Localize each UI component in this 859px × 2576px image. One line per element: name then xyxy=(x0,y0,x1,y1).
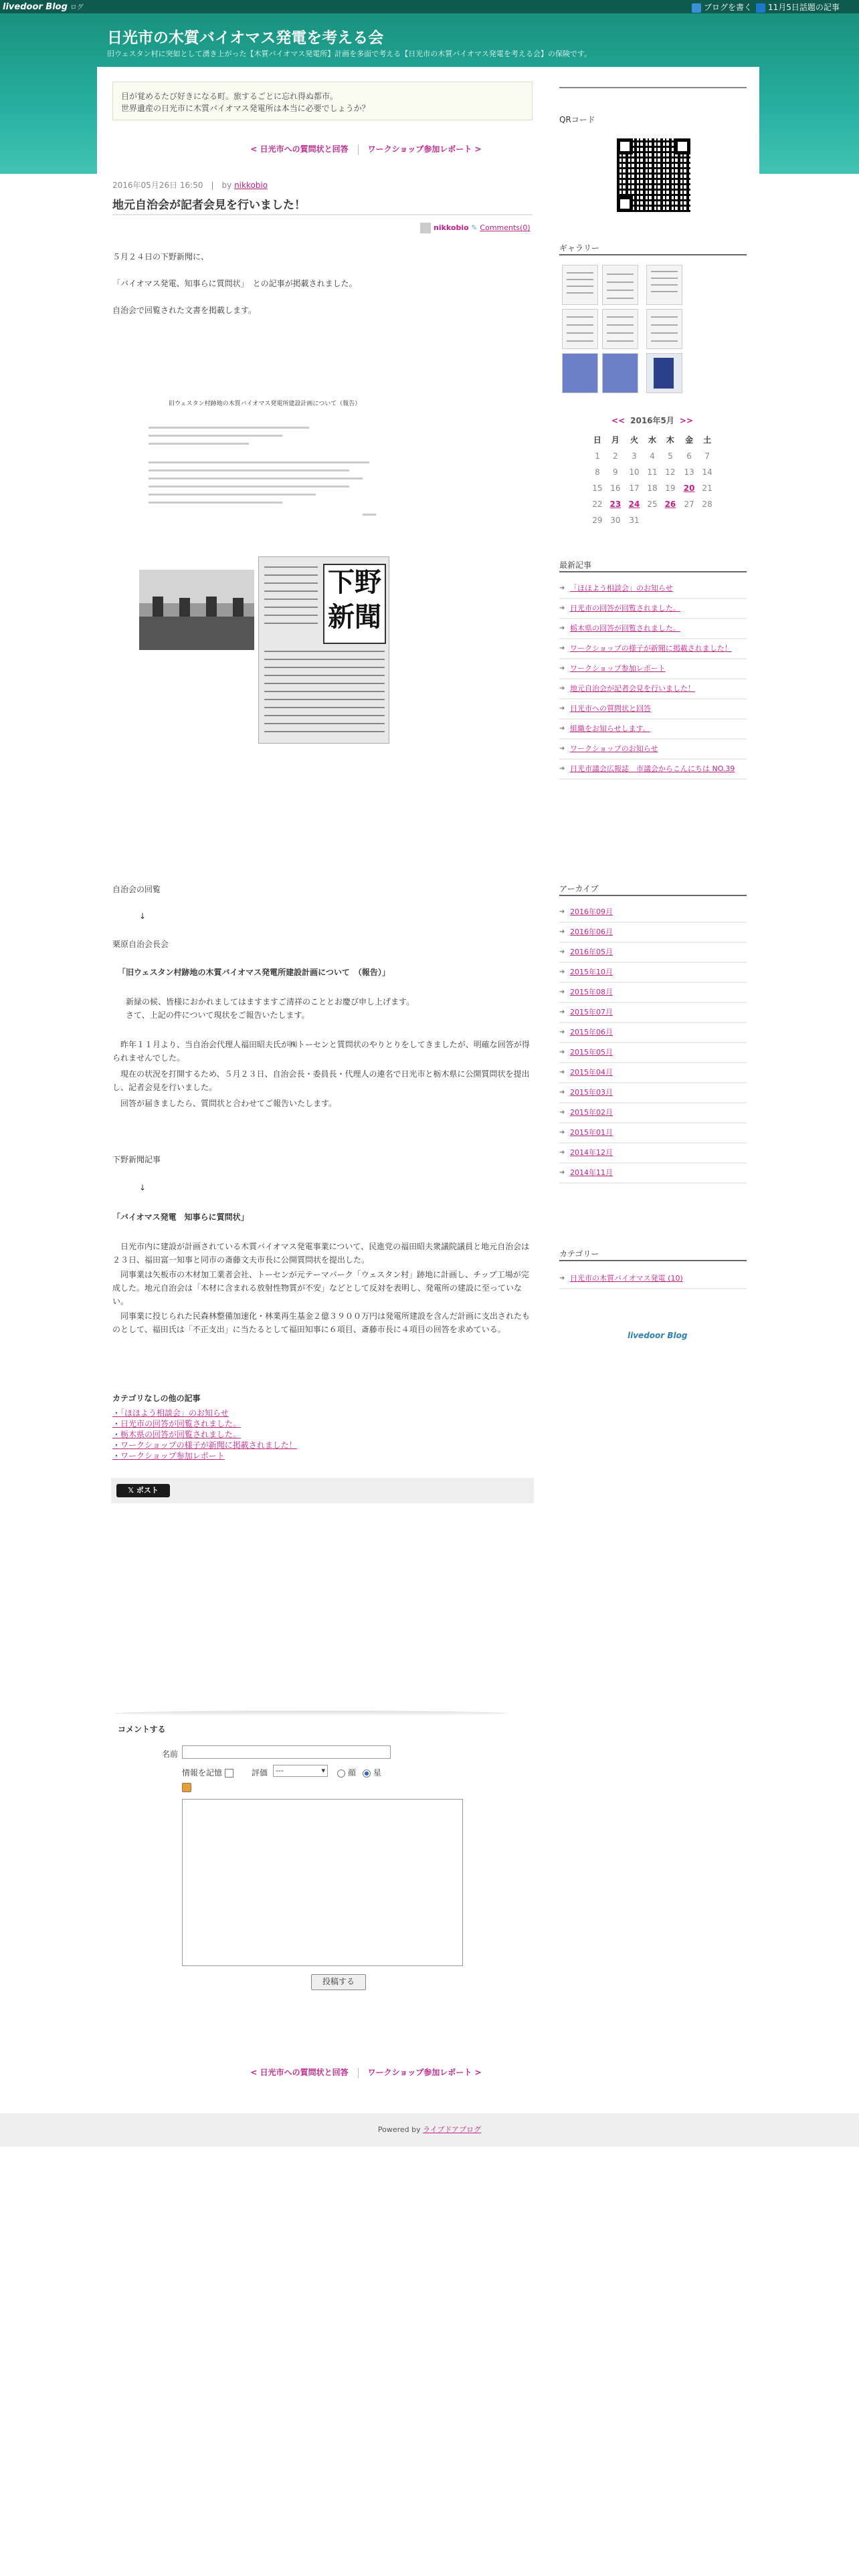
weekday-header: 水 xyxy=(648,435,656,445)
related-heading: カテゴリなしの他の記事 xyxy=(112,1394,201,1403)
gallery-thumb[interactable] xyxy=(562,309,598,349)
paragraph: 下野新聞記事 xyxy=(112,1155,161,1164)
calendar-day: 2 xyxy=(613,451,618,461)
remember-label: 情報を記憶 xyxy=(182,1767,233,1778)
paragraph: 同事業に投じられた民森林整備加速化・林業再生基金２億３９００万円は発電所建設を含んだ計画に支出されたものとして、福田氏は「不正支出」に当たるとして福田知事に６項目、斎藤市長に４項目の回答を求めている。 xyxy=(112,1311,531,1334)
calendar-day: 16 xyxy=(610,484,621,493)
weekday-header: 金 xyxy=(685,435,694,445)
recent-topics-link[interactable]: 11月5日話題の記事 xyxy=(756,1,840,13)
calendar-day: 11 xyxy=(647,467,658,477)
calendar-day: 9 xyxy=(613,467,618,477)
footer: Powered by ライブドアブログ xyxy=(0,2113,859,2147)
prev-article-link[interactable]: < 日光市への質問状と回答 xyxy=(250,144,349,154)
paragraph: 栗原自治会長会 xyxy=(112,940,169,949)
archive-link[interactable]: ➔ 2016年05月 xyxy=(559,943,747,963)
calendar-day: 30 xyxy=(610,516,621,525)
archive-link[interactable]: ➔ 2014年12月 xyxy=(559,1144,747,1164)
submit-comment-button[interactable]: 投稿する xyxy=(311,1974,366,1990)
archive-link[interactable]: ➔ 2015年06月 xyxy=(559,1023,747,1043)
calendar-day: 28 xyxy=(702,500,712,509)
paragraph: 昨年１１月より、当自治会代理人福田昭夫氏が㈱トーセンと質問状のやりとりをしてきましたが、明確な回答が得られませんでした。 xyxy=(112,1040,530,1063)
recent-article-link[interactable]: ➔ 日光市議会広報誌 市議会からこんにちは NO.39 xyxy=(559,760,747,780)
calendar-day: 7 xyxy=(704,451,710,461)
recent-article-link[interactable]: ➔ 「ほほよう相談会」のお知らせ xyxy=(559,579,747,599)
page-nav-bottom xyxy=(0,2066,795,2078)
archive-link[interactable]: ➔ 2016年09月 xyxy=(559,903,747,923)
next-article-link[interactable]: ワークショップ参加レポート > xyxy=(367,2068,482,2077)
down-arrow: ↓ xyxy=(139,1183,147,1192)
related-item[interactable]: ・ ワークショップ参加レポート xyxy=(112,1451,297,1461)
comments-link[interactable]: Comments(0) xyxy=(480,223,531,232)
calendar-day: 3 xyxy=(632,451,637,461)
calendar-day: 6 xyxy=(686,451,692,461)
calendar-day[interactable]: 24 xyxy=(628,500,640,509)
title-divider xyxy=(112,214,533,215)
calendar-day: 15 xyxy=(592,484,603,493)
next-article-link[interactable]: ワークショップ参加レポート > xyxy=(367,144,482,154)
comment-textarea[interactable] xyxy=(182,1799,463,1966)
recent-article-link[interactable]: ➔ 日光市への質問状と回答 xyxy=(559,700,747,720)
calendar-day[interactable]: 23 xyxy=(609,500,622,509)
calendar-day: 13 xyxy=(684,467,694,477)
gallery-thumb[interactable] xyxy=(646,353,682,393)
gallery-thumb[interactable] xyxy=(602,265,638,305)
calendar-day[interactable]: 20 xyxy=(683,484,695,493)
face-radio[interactable]: 顔 xyxy=(337,1767,356,1778)
blog-description: 旧ウェスタン村に突如として湧き上がった【木質バイオマス発電所】計画を多面で考える【日光市の木質バイオマス発電を考える会】の保険です。 xyxy=(107,49,592,58)
weekday-header: 月 xyxy=(611,435,619,445)
archive-link[interactable]: ➔ 2015年08月 xyxy=(559,983,747,1003)
archive-link[interactable]: ➔ 2016年06月 xyxy=(559,923,747,943)
related-item[interactable]: ・ 日光市の回答が回覧されました。 xyxy=(112,1418,297,1429)
calendar-day: 4 xyxy=(650,451,655,461)
calendar xyxy=(589,415,716,528)
rating-select[interactable]: --- ▾ xyxy=(273,1765,328,1777)
remember-checkbox[interactable] xyxy=(225,1769,233,1778)
calendar-day: 27 xyxy=(684,500,694,509)
calendar-day: 21 xyxy=(702,484,712,493)
calendar-day: 17 xyxy=(629,484,640,493)
calendar-day: 31 xyxy=(629,516,640,525)
paragraph: 新緑の候、皆様におかれましてはますますご清祥のこととお慶び申し上げます。 xyxy=(118,997,415,1006)
related-item[interactable]: ・ 「ほほよう相談会」のお知らせ xyxy=(112,1408,297,1418)
recent-article-link[interactable]: ➔ ワークショップのお知らせ xyxy=(559,740,747,760)
recent-article-link[interactable]: ➔ 組織をお知らせします。 xyxy=(559,720,747,740)
x-icon: 𝕏 xyxy=(128,1486,136,1495)
calendar-day[interactable]: 26 xyxy=(664,500,676,509)
calendar-day: 8 xyxy=(595,467,600,477)
calendar-day: 12 xyxy=(665,467,676,477)
calendar-day: 5 xyxy=(668,451,673,461)
comment-icon: ✎ xyxy=(471,223,478,232)
weekday-header: 木 xyxy=(666,435,674,445)
recent-article-link[interactable]: ➔ 地元自治会が記者会見を行いました！ xyxy=(559,679,747,700)
gallery-thumb[interactable] xyxy=(602,353,638,393)
paragraph: 自治会の回覧 xyxy=(112,885,161,894)
paragraph: 回答が届きましたら、質問状と合わせてご報告いたします。 xyxy=(112,1099,337,1108)
gallery-thumb[interactable] xyxy=(646,265,682,305)
article-image[interactable] xyxy=(134,388,395,749)
category-list xyxy=(559,1269,747,1289)
calendar-day: 14 xyxy=(702,467,712,477)
related-articles xyxy=(112,1392,297,1461)
calendar-title: 2016年5月 xyxy=(630,416,674,425)
emoji-icon[interactable] xyxy=(182,1783,191,1792)
calendar-next-link[interactable]: >> xyxy=(679,416,693,425)
calendar-day: 18 xyxy=(647,484,658,493)
weekday-header: 土 xyxy=(703,435,712,445)
recent-heading: 最新記事 xyxy=(559,559,747,570)
archive-link[interactable]: ➔ 2015年04月 xyxy=(559,1063,747,1083)
news-icon xyxy=(756,3,765,13)
comment-divider xyxy=(114,1711,508,1716)
archive-link[interactable]: ➔ 2015年10月 xyxy=(559,963,747,983)
paragraph: 「バイオマス発電 知事らに質問状」 xyxy=(112,1212,249,1222)
post-author-link[interactable]: nikkobio xyxy=(234,181,268,190)
share-bar xyxy=(111,1478,534,1503)
qr-code xyxy=(617,138,690,212)
paragraph: 「バイオマス発電、知事らに質問状」 との記事が掲載されました。 xyxy=(112,279,357,288)
paragraph: さて、上記の件について現状をご報告いたします。 xyxy=(118,1010,310,1020)
archive-list xyxy=(559,903,747,1184)
archive-link[interactable]: ➔ 2014年11月 xyxy=(559,1164,747,1184)
livedoor-blog-logo[interactable]: livedoor Blog ログ xyxy=(3,2,84,12)
archive-link[interactable]: ➔ 2015年01月 xyxy=(559,1123,747,1144)
recent-articles-list xyxy=(559,579,747,780)
archive-heading: アーカイブ xyxy=(559,883,747,894)
calendar-grid xyxy=(589,431,716,528)
star-radio[interactable]: 星 xyxy=(363,1767,381,1778)
category-heading: カテゴリー xyxy=(559,1248,747,1259)
paragraph: 自治会で回覧された文書を掲載します。 xyxy=(112,306,257,315)
post-meta: 2016年05月26日 16:50 | by nikkobio xyxy=(112,181,268,190)
calendar-day xyxy=(698,512,716,528)
archive-link[interactable]: ➔ 2015年02月 xyxy=(559,1103,747,1123)
notice-box: 目が覚めるたび好きになる町。旅するごとに忘れ得ぬ都市。 世界遺産の日光市に木質バイオマス発電所は本当に必要でしょうか？ xyxy=(112,82,533,120)
livedoor-blog-badge[interactable]: livedoor Blog xyxy=(628,1331,688,1340)
paragraph: 日光市内に建設が計画されている木質バイオマス発電事業について、民進党の福田昭夫衆議院議員と地元自治会は２３日、福田富一知事と同市の斎藤文夫市長に公開質問状を提出した。 xyxy=(112,1242,530,1265)
newspaper-clipping xyxy=(258,556,389,744)
circular-document xyxy=(142,393,387,527)
press-conference-photo xyxy=(139,570,254,650)
calendar-day: 19 xyxy=(665,484,676,493)
recent-article-link[interactable]: ➔ ワークショップの様子が新聞に掲載されました！ xyxy=(559,639,747,659)
gallery-thumb[interactable] xyxy=(646,309,682,349)
blog-title[interactable]: 日光市の木質バイオマス発電を考える会 xyxy=(107,29,384,47)
archive-link[interactable]: ➔ 2015年03月 xyxy=(559,1083,747,1103)
name-input[interactable] xyxy=(182,1745,391,1759)
calendar-day xyxy=(661,512,680,528)
paragraph: ５月２４日の下野新聞に、 xyxy=(112,252,209,261)
calendar-day: 10 xyxy=(629,467,640,477)
newspaper-masthead: 下野新聞 xyxy=(323,564,386,644)
livedoor-blog-footer-link[interactable]: ライブドアブログ xyxy=(423,2125,482,2134)
calendar-header xyxy=(589,415,716,426)
qr-heading: QRコード xyxy=(559,115,595,124)
write-blog-link[interactable]: ブログを書く xyxy=(692,1,752,13)
author-line xyxy=(420,223,531,233)
gallery-thumb[interactable] xyxy=(602,309,638,349)
down-arrow: ↓ xyxy=(139,911,147,921)
post-title[interactable]: 地元自治会が記者会見を行いました！ xyxy=(112,199,306,212)
gallery-thumb[interactable] xyxy=(562,265,598,305)
name-label: 名前 xyxy=(162,1749,179,1759)
archive-link[interactable]: ➔ 2015年05月 xyxy=(559,1043,747,1063)
calendar-prev-link[interactable]: << xyxy=(611,416,626,425)
top-bar xyxy=(0,0,859,13)
sidebar-divider xyxy=(559,87,747,88)
calendar-day: 1 xyxy=(595,451,600,461)
calendar-day: 22 xyxy=(592,500,603,509)
paragraph: 同事業は矢板市の木材加工業者会社、トーセンが元テーマパーク「ウェスタン村」跡地に計画し、チップ工場が完成した。地元自治会は「木材に含まれる放射性物質が不安」などとして反対を表明し、発電所の建設に至っていない。 xyxy=(112,1270,529,1306)
paragraph: 現在の状況を打開するため、５月２３日、自治会長・委員長・代理人の連名で日光市と栃木県に公開質問状を提出し、記者会見を行いました。 xyxy=(112,1069,530,1092)
related-item[interactable]: ・ ワークショップの様子が新聞に掲載されました！ xyxy=(112,1440,297,1451)
post-to-x-button[interactable]: 𝕏 ポスト xyxy=(116,1484,170,1497)
author-name[interactable]: nikkobio xyxy=(434,223,469,232)
comment-heading: コメントする xyxy=(118,1725,166,1734)
calendar-day: 29 xyxy=(592,516,603,525)
related-item[interactable]: ・ 栃木県の回答が回覧されました。 xyxy=(112,1429,297,1440)
gallery-heading: ギャラリー xyxy=(559,242,747,253)
avatar xyxy=(420,223,431,233)
recent-article-link[interactable]: ➔ 日光市の回答が回覧されました。 xyxy=(559,599,747,619)
pencil-icon xyxy=(692,3,701,13)
post-date: 2016年05月26日 16:50 xyxy=(112,181,203,190)
calendar-day xyxy=(680,512,698,528)
chevron-down-icon: ▾ xyxy=(321,1766,325,1775)
document-title: 旧ウェスタン村跡地の木質バイオマス発電所建設計画について（報告） xyxy=(169,401,361,407)
rating-label: 評価 xyxy=(252,1768,268,1778)
gallery-thumb[interactable] xyxy=(562,353,598,393)
archive-link[interactable]: ➔ 2015年07月 xyxy=(559,1003,747,1023)
category-link[interactable]: ➔ 日光市の木質バイオマス発電 (10) xyxy=(559,1269,747,1289)
weekday-header: 火 xyxy=(630,435,638,445)
weekday-header: 日 xyxy=(593,435,601,445)
paragraph: 「旧ウェスタン村跡地の木質バイオマス発電所建設計画について （報告）」 xyxy=(118,968,390,977)
recent-article-link[interactable]: ➔ ワークショップ参加レポート xyxy=(559,659,747,679)
recent-article-link[interactable]: ➔ 栃木県の回答が回覧されました。 xyxy=(559,619,747,639)
calendar-day xyxy=(644,512,661,528)
prev-article-link[interactable]: < 日光市への質問状と回答 xyxy=(250,2068,349,2077)
calendar-day: 25 xyxy=(647,500,658,509)
